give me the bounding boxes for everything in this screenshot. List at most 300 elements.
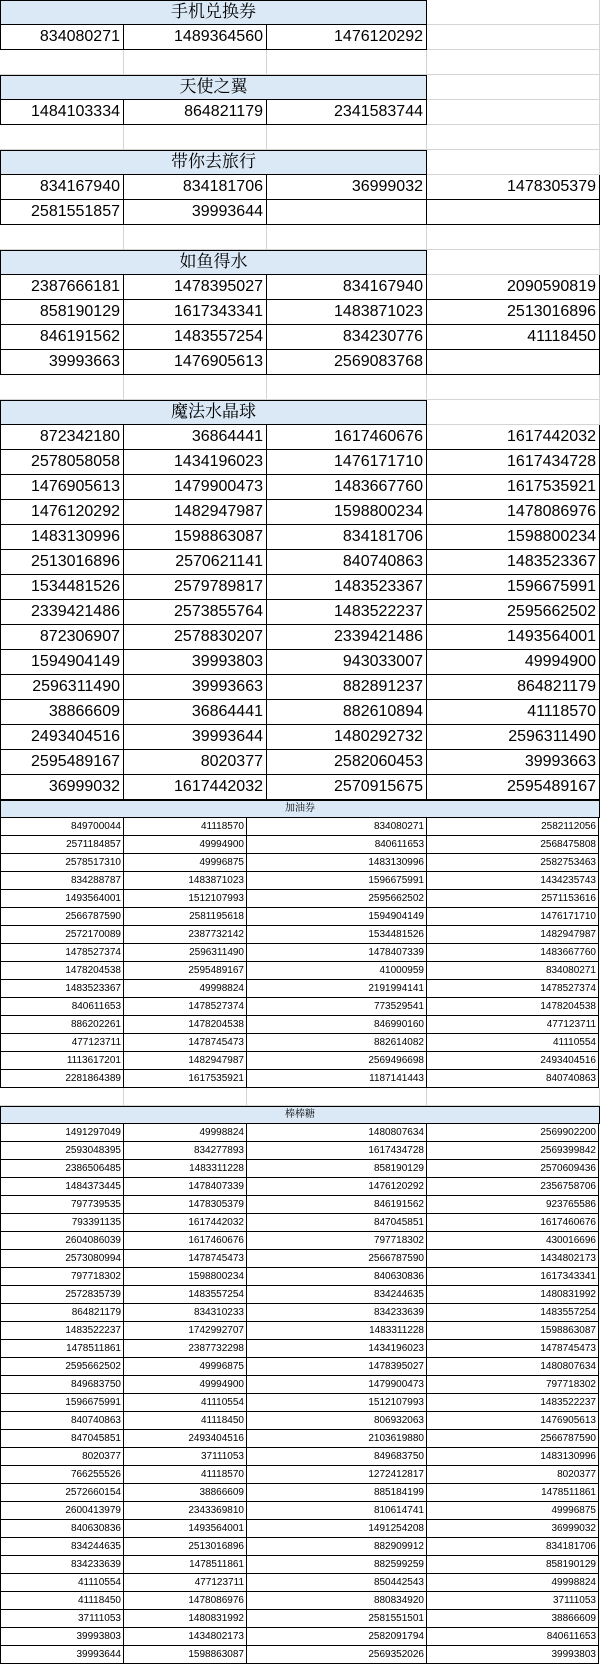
table-cell[interactable]: 1512107993 [247,1394,427,1412]
table-cell[interactable]: 834181706 [267,525,427,550]
table-cell[interactable]: 49996875 [427,1502,599,1520]
table-cell[interactable]: 1478204538 [124,1016,247,1034]
table-cell[interactable]: 49996875 [124,1358,247,1376]
table-cell[interactable]: 872306907 [0,625,124,650]
table-cell[interactable]: 1476905613 [0,475,124,500]
empty-cell[interactable] [427,50,600,75]
table-cell[interactable]: 2595662502 [247,890,427,908]
empty-cell[interactable] [124,50,267,75]
table-cell[interactable]: 2581551857 [0,200,124,225]
table-cell[interactable]: 840611653 [247,836,427,854]
table-cell[interactable]: 1478086976 [427,500,600,525]
table-cell[interactable]: 834244635 [0,1538,124,1556]
empty-cell[interactable] [427,375,600,400]
table-cell[interactable]: 864821179 [0,1304,124,1322]
table-cell[interactable]: 858190129 [427,1556,599,1574]
table-cell[interactable]: 477123711 [124,1574,247,1592]
table-cell[interactable]: 864821179 [427,675,600,700]
table-cell[interactable]: 36999032 [0,775,124,800]
table-cell[interactable]: 847045851 [247,1214,427,1232]
table-cell[interactable]: 1187141443 [247,1070,427,1088]
table-cell[interactable]: 1478511861 [124,1556,247,1574]
table-cell[interactable]: 1617442032 [124,775,267,800]
table-cell[interactable]: 834244635 [247,1286,427,1304]
empty-cell[interactable] [124,1088,247,1106]
section-title[interactable]: 如鱼得水 [0,250,427,275]
empty-cell[interactable] [427,400,600,425]
table-cell[interactable]: 2581195618 [124,908,247,926]
table-cell[interactable]: 1434196023 [124,450,267,475]
table-cell[interactable]: 8020377 [0,1448,124,1466]
table-cell[interactable]: 2570621141 [124,550,267,575]
table-cell[interactable]: 1478527374 [427,980,599,998]
table-cell[interactable]: 1483557254 [124,1286,247,1304]
table-cell[interactable]: 38866609 [427,1610,599,1628]
table-cell[interactable]: 849700044 [0,818,124,836]
table-cell[interactable]: 1483871023 [124,872,247,890]
table-cell[interactable]: 49998824 [124,980,247,998]
table-cell[interactable]: 49994900 [124,836,247,854]
table-cell[interactable]: 886202261 [0,1016,124,1034]
table-cell[interactable]: 1617460676 [267,425,427,450]
empty-cell[interactable] [267,375,427,400]
table-cell[interactable]: 1480831992 [124,1610,247,1628]
table-cell[interactable]: 2596311490 [427,725,600,750]
table-cell[interactable]: 1596675991 [0,1394,124,1412]
table-cell[interactable]: 2600413979 [0,1502,124,1520]
table-cell[interactable]: 37111053 [124,1448,247,1466]
table-cell[interactable]: 849683750 [0,1376,124,1394]
table-cell[interactable]: 1742992707 [124,1322,247,1340]
table-cell[interactable]: 2595489167 [427,775,600,800]
table-cell[interactable]: 477123711 [427,1016,599,1034]
table-cell[interactable]: 834080271 [427,962,599,980]
table-cell[interactable]: 797718302 [427,1376,599,1394]
table-cell[interactable]: 2566787590 [0,908,124,926]
table-cell[interactable]: 834167940 [267,275,427,300]
table-cell[interactable]: 1484103334 [0,100,124,125]
section-title[interactable]: 棒棒糖 [0,1106,600,1124]
table-cell[interactable]: 1476120292 [0,500,124,525]
table-cell[interactable]: 49994900 [124,1376,247,1394]
table-cell[interactable]: 810614741 [247,1502,427,1520]
table-cell[interactable]: 2581551501 [247,1610,427,1628]
table-cell[interactable]: 1483523367 [0,980,124,998]
table-cell[interactable]: 1434802173 [427,1250,599,1268]
table-cell[interactable]: 38866609 [124,1484,247,1502]
table-cell[interactable]: 1534481526 [0,575,124,600]
table-cell[interactable]: 1482947987 [427,926,599,944]
table-cell[interactable]: 840611653 [0,998,124,1016]
table-cell[interactable]: 2572660154 [0,1484,124,1502]
table-cell[interactable]: 39993803 [124,650,267,675]
table-cell[interactable]: 1483130996 [247,854,427,872]
table-cell[interactable]: 1480807634 [247,1124,427,1142]
table-cell[interactable]: 849683750 [247,1448,427,1466]
table-cell[interactable]: 1489364560 [124,25,267,50]
empty-cell[interactable] [124,225,267,250]
table-cell[interactable]: 840611653 [427,1628,599,1646]
table-cell[interactable]: 8020377 [427,1466,599,1484]
table-cell[interactable]: 1478745473 [427,1340,599,1358]
table-cell[interactable]: 41118570 [124,818,247,836]
table-cell[interactable]: 41110554 [0,1574,124,1592]
table-cell[interactable]: 2571184857 [0,836,124,854]
table-cell[interactable]: 1483667760 [267,475,427,500]
table-cell[interactable]: 39993663 [427,750,600,775]
table-cell[interactable]: 2339421486 [267,625,427,650]
table-cell[interactable]: 1491297049 [0,1124,124,1142]
table-cell[interactable]: 2568475808 [427,836,599,854]
table-cell[interactable]: 797718302 [247,1232,427,1250]
empty-cell[interactable] [0,375,124,400]
table-cell[interactable]: 1113617201 [0,1052,124,1070]
empty-cell[interactable] [427,0,600,25]
table-cell[interactable]: 943033007 [267,650,427,675]
table-cell[interactable]: 41118450 [427,325,600,350]
table-cell[interactable]: 2579789817 [124,575,267,600]
table-cell[interactable]: 2493404516 [427,1052,599,1070]
table-cell[interactable]: 2595662502 [0,1358,124,1376]
table-cell[interactable]: 1478204538 [0,962,124,980]
table-cell[interactable]: 1598800234 [267,500,427,525]
table-cell[interactable]: 923765586 [427,1196,599,1214]
table-cell[interactable]: 1478511861 [427,1484,599,1502]
empty-cell[interactable] [267,225,427,250]
table-cell[interactable]: 2493404516 [124,1430,247,1448]
table-cell[interactable]: 2569902200 [427,1124,599,1142]
table-cell[interactable]: 1478395027 [247,1358,427,1376]
table-cell[interactable]: 39993644 [124,725,267,750]
table-cell[interactable]: 2566787590 [427,1430,599,1448]
table-cell[interactable]: 806932063 [247,1412,427,1430]
table-cell[interactable]: 2566787590 [247,1250,427,1268]
table-cell[interactable]: 2595662502 [427,600,600,625]
table-cell[interactable]: 2387732298 [124,1340,247,1358]
table-cell[interactable] [427,100,600,125]
table-cell[interactable]: 2595489167 [0,750,124,775]
table-cell[interactable]: 1478745473 [124,1034,247,1052]
table-cell[interactable]: 1478745473 [124,1250,247,1268]
table-cell[interactable]: 1484373445 [0,1178,124,1196]
table-cell[interactable]: 2513016896 [427,300,600,325]
table-cell[interactable]: 2386506485 [0,1160,124,1178]
table-cell[interactable]: 1483523367 [427,550,600,575]
table-cell[interactable]: 41110554 [427,1034,599,1052]
table-cell[interactable]: 840630836 [0,1520,124,1538]
table-cell[interactable]: 2595489167 [124,962,247,980]
table-cell[interactable]: 2578058058 [0,450,124,475]
table-cell[interactable]: 1476171710 [267,450,427,475]
table-cell[interactable]: 1476120292 [247,1178,427,1196]
table-cell[interactable]: 39993803 [0,1628,124,1646]
table-cell[interactable]: 880834920 [247,1592,427,1610]
table-cell[interactable] [427,350,600,375]
table-cell[interactable]: 1479900473 [247,1376,427,1394]
table-cell[interactable]: 1483130996 [0,525,124,550]
table-cell[interactable]: 430016696 [427,1232,599,1250]
table-cell[interactable]: 1434196023 [247,1340,427,1358]
table-cell[interactable]: 41118450 [0,1592,124,1610]
table-cell[interactable]: 38866609 [0,700,124,725]
table-cell[interactable]: 1478527374 [0,944,124,962]
table-cell[interactable]: 1480292732 [267,725,427,750]
table-cell[interactable]: 1476905613 [427,1412,599,1430]
table-cell[interactable]: 834167940 [0,175,124,200]
empty-cell[interactable] [427,150,600,175]
table-cell[interactable]: 1617535921 [124,1070,247,1088]
table-cell[interactable]: 1478204538 [427,998,599,1016]
table-cell[interactable]: 1483522237 [427,1394,599,1412]
table-cell[interactable]: 834233639 [247,1304,427,1322]
table-cell[interactable]: 2103619880 [247,1430,427,1448]
table-cell[interactable]: 1617343341 [124,300,267,325]
table-cell[interactable]: 8020377 [124,750,267,775]
table-cell[interactable]: 36999032 [267,175,427,200]
table-cell[interactable]: 1493564001 [427,625,600,650]
table-cell[interactable]: 1598863087 [427,1322,599,1340]
table-cell[interactable]: 846191562 [0,325,124,350]
table-cell[interactable]: 858190129 [0,300,124,325]
table-cell[interactable]: 2582753463 [427,854,599,872]
table-cell[interactable]: 834288787 [0,872,124,890]
empty-cell[interactable] [124,375,267,400]
section-title[interactable]: 天使之翼 [0,75,427,100]
table-cell[interactable]: 840740863 [0,1412,124,1430]
empty-cell[interactable] [247,1088,427,1106]
empty-cell[interactable] [427,1088,600,1106]
table-cell[interactable]: 36864441 [124,425,267,450]
table-cell[interactable]: 1617434728 [427,450,600,475]
empty-cell[interactable] [124,125,267,150]
table-cell[interactable]: 1478407339 [247,944,427,962]
table-cell[interactable]: 846990160 [247,1016,427,1034]
table-cell[interactable]: 1272412817 [247,1466,427,1484]
empty-cell[interactable] [267,125,427,150]
table-cell[interactable]: 1478407339 [124,1178,247,1196]
table-cell[interactable]: 1476171710 [427,908,599,926]
table-cell[interactable]: 1491254208 [247,1520,427,1538]
table-cell[interactable]: 2596311490 [124,944,247,962]
table-cell[interactable]: 2593048395 [0,1142,124,1160]
table-cell[interactable] [427,25,600,50]
table-cell[interactable]: 2493404516 [0,725,124,750]
empty-cell[interactable] [427,250,600,275]
table-cell[interactable]: 834181706 [427,1538,599,1556]
table-cell[interactable]: 834080271 [247,818,427,836]
empty-cell[interactable] [427,75,600,100]
table-cell[interactable]: 2578517310 [0,854,124,872]
table-cell[interactable]: 834233639 [0,1556,124,1574]
table-cell[interactable]: 1483557254 [124,325,267,350]
table-cell[interactable]: 773529541 [247,998,427,1016]
table-cell[interactable]: 1617442032 [124,1214,247,1232]
table-cell[interactable]: 2339421486 [0,600,124,625]
table-cell[interactable]: 1493564001 [0,890,124,908]
table-cell[interactable]: 37111053 [427,1592,599,1610]
table-cell[interactable]: 864821179 [124,100,267,125]
table-cell[interactable]: 2582112056 [427,818,599,836]
table-cell[interactable]: 2571153616 [427,890,599,908]
table-cell[interactable]: 2572835739 [0,1286,124,1304]
table-cell[interactable]: 1617460676 [427,1214,599,1232]
table-cell[interactable]: 872342180 [0,425,124,450]
table-cell[interactable]: 1479900473 [124,475,267,500]
table-cell[interactable]: 885184199 [247,1484,427,1502]
table-cell[interactable]: 1493564001 [124,1520,247,1538]
section-title[interactable]: 加油券 [0,800,600,818]
table-cell[interactable]: 882909912 [247,1538,427,1556]
table-cell[interactable]: 2569496698 [247,1052,427,1070]
table-cell[interactable]: 39993663 [0,350,124,375]
table-cell[interactable]: 840630836 [247,1268,427,1286]
table-cell[interactable]: 1598863087 [124,1646,247,1664]
table-cell[interactable]: 2570915675 [267,775,427,800]
table-cell[interactable]: 1480831992 [427,1286,599,1304]
table-cell[interactable]: 1478527374 [124,998,247,1016]
table-cell[interactable]: 41110554 [124,1394,247,1412]
table-cell[interactable] [267,200,427,225]
table-cell[interactable]: 797718302 [0,1268,124,1286]
table-cell[interactable]: 1478305379 [427,175,600,200]
table-cell[interactable]: 41118450 [124,1412,247,1430]
table-cell[interactable]: 2343369810 [124,1502,247,1520]
table-cell[interactable]: 2572170089 [0,926,124,944]
table-cell[interactable]: 1598863087 [124,525,267,550]
table-cell[interactable]: 846191562 [247,1196,427,1214]
table-cell[interactable]: 1434235743 [427,872,599,890]
table-cell[interactable]: 1478395027 [124,275,267,300]
table-cell[interactable]: 1598800234 [427,525,600,550]
table-cell[interactable]: 1483311228 [247,1322,427,1340]
table-cell[interactable]: 840740863 [267,550,427,575]
table-cell[interactable]: 1478511861 [0,1340,124,1358]
table-cell[interactable]: 2341583744 [267,100,427,125]
table-cell[interactable]: 1434802173 [124,1628,247,1646]
table-cell[interactable]: 39993663 [124,675,267,700]
table-cell[interactable]: 2090590819 [427,275,600,300]
section-title[interactable]: 带你去旅行 [0,150,427,175]
table-cell[interactable]: 1482947987 [124,1052,247,1070]
table-cell[interactable]: 2569083768 [267,350,427,375]
table-cell[interactable]: 882891237 [267,675,427,700]
table-cell[interactable]: 847045851 [0,1430,124,1448]
table-cell[interactable]: 36999032 [427,1520,599,1538]
table-cell[interactable]: 1512107993 [124,890,247,908]
table-cell[interactable]: 1480807634 [427,1358,599,1376]
table-cell[interactable]: 1483871023 [267,300,427,325]
table-cell[interactable]: 1617343341 [427,1268,599,1286]
table-cell[interactable]: 850442543 [247,1574,427,1592]
table-cell[interactable]: 49996875 [124,854,247,872]
table-cell[interactable]: 477123711 [0,1034,124,1052]
empty-cell[interactable] [0,1088,124,1106]
table-cell[interactable]: 2570609436 [427,1160,599,1178]
table-cell[interactable]: 793391135 [0,1214,124,1232]
section-title[interactable]: 手机兑换券 [0,0,427,25]
empty-cell[interactable] [267,50,427,75]
table-cell[interactable]: 840740863 [427,1070,599,1088]
table-cell[interactable]: 858190129 [247,1160,427,1178]
table-cell[interactable]: 2573855764 [124,600,267,625]
table-cell[interactable]: 1596675991 [427,575,600,600]
table-cell[interactable]: 834181706 [124,175,267,200]
table-cell[interactable]: 41118570 [124,1466,247,1484]
table-cell[interactable]: 1478305379 [124,1196,247,1214]
table-cell[interactable]: 1594904149 [247,908,427,926]
table-cell[interactable]: 2387666181 [0,275,124,300]
table-cell[interactable]: 39993803 [427,1646,599,1664]
table-cell[interactable]: 36864441 [124,700,267,725]
table-cell[interactable]: 49994900 [427,650,600,675]
table-cell[interactable]: 797739535 [0,1196,124,1214]
empty-cell[interactable] [0,125,124,150]
table-cell[interactable]: 39993644 [0,1646,124,1664]
table-cell[interactable]: 1483667760 [427,944,599,962]
empty-cell[interactable] [0,50,124,75]
table-cell[interactable]: 2191994141 [247,980,427,998]
table-cell[interactable]: 2604086039 [0,1232,124,1250]
empty-cell[interactable] [0,225,124,250]
table-cell[interactable]: 2582091794 [247,1628,427,1646]
table-cell[interactable]: 2356758706 [427,1178,599,1196]
table-cell[interactable]: 2596311490 [0,675,124,700]
table-cell[interactable]: 1476905613 [124,350,267,375]
table-cell[interactable]: 1617434728 [247,1142,427,1160]
table-cell[interactable]: 41118570 [427,700,600,725]
table-cell[interactable]: 834277893 [124,1142,247,1160]
table-cell[interactable]: 1483311228 [124,1160,247,1178]
table-cell[interactable]: 766255526 [0,1466,124,1484]
table-cell[interactable]: 41000959 [247,962,427,980]
table-cell[interactable]: 1617460676 [124,1232,247,1250]
table-cell[interactable]: 1478086976 [124,1592,247,1610]
table-cell[interactable]: 1534481526 [247,926,427,944]
table-cell[interactable]: 1482947987 [124,500,267,525]
table-cell[interactable] [427,200,600,225]
table-cell[interactable]: 2582060453 [267,750,427,775]
table-cell[interactable]: 882614082 [247,1034,427,1052]
table-cell[interactable]: 2513016896 [0,550,124,575]
table-cell[interactable]: 1483557254 [427,1304,599,1322]
table-cell[interactable]: 2578830207 [124,625,267,650]
table-cell[interactable]: 1617535921 [427,475,600,500]
table-cell[interactable]: 1483523367 [267,575,427,600]
empty-cell[interactable] [427,225,600,250]
table-cell[interactable]: 2569352026 [247,1646,427,1664]
table-cell[interactable]: 1596675991 [247,872,427,890]
empty-cell[interactable] [427,125,600,150]
table-cell[interactable]: 882610894 [267,700,427,725]
table-cell[interactable]: 1598800234 [124,1268,247,1286]
table-cell[interactable]: 834230776 [267,325,427,350]
table-cell[interactable]: 39993644 [124,200,267,225]
table-cell[interactable]: 1483130996 [427,1448,599,1466]
table-cell[interactable]: 2387732142 [124,926,247,944]
table-cell[interactable]: 1483522237 [0,1322,124,1340]
section-title[interactable]: 魔法水晶球 [0,400,427,425]
table-cell[interactable]: 1483522237 [267,600,427,625]
table-cell[interactable]: 882599259 [247,1556,427,1574]
table-cell[interactable]: 1476120292 [267,25,427,50]
table-cell[interactable]: 2281864389 [0,1070,124,1088]
table-cell[interactable]: 49998824 [124,1124,247,1142]
table-cell[interactable]: 834310233 [124,1304,247,1322]
table-cell[interactable]: 2569399842 [427,1142,599,1160]
table-cell[interactable]: 1617442032 [427,425,600,450]
table-cell[interactable]: 49998824 [427,1574,599,1592]
table-cell[interactable]: 2573080994 [0,1250,124,1268]
